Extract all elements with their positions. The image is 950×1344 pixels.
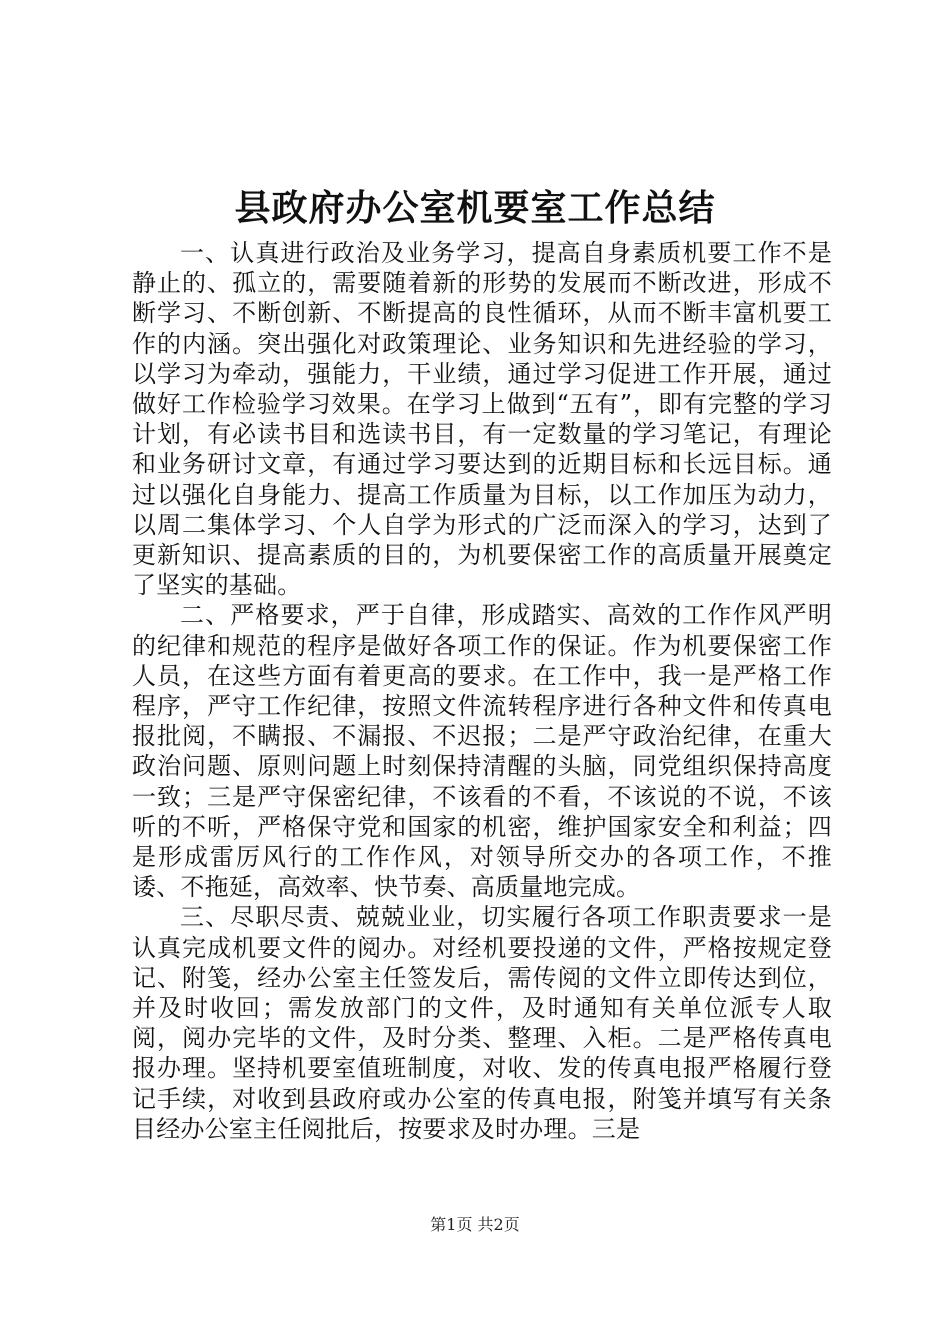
paragraph-1: 一、认真进行政治及业务学习，提高自身素质机要工作不是静止的、孤立的，需要随着新的形势的发展而不断改进，形成不断学习、不断创新、不断提高的良性循环，从而不断丰富机要工作的内涵。突出强化对政策理论、业务知识和先进经验的学习，以学习为牵动，强能力，干业绩，通过学习促进工作开展，通过做好工作检验学习效果。在学习上做到“五有”，即有完整的学习计划，有必读书目和选读书目，有一定数量的学习笔记，有理论和业务研讨文章，有通过学习要达到的近期目标和长远目标。通过以强化自身能力、提高工作质量为目标，以工作加压为动力，以周二集体学习、个人自学为形式的广泛而深入的学习，达到了更新知识、提高素质的目的，为机要保密工作的高质量开展奠定了坚实的基础。 [132, 239, 832, 600]
paragraph-2: 二、严格要求，严于自律，形成踏实、高效的工作作风严明的纪律和规范的程序是做好各项工作的保证。作为机要保密工作人员，在这些方面有着更高的要求。在工作中，我一是严格工作程序，严守工作纪律，按照文件流转程序进行各种文件和传真电报批阅，不瞒报、不漏报、不迟报；二是严守政治纪律，在重大政治问题、原则问题上时刻保持清醒的头脑，同党组织保持高度一致；三是严守保密纪律，不该看的不看，不该说的不说，不该听的不听，严格保守党和国家的机密，维护国家安全和利益；四是形成雷厉风行的工作作风，对领导所交办的各项工作，不推诿、不拖延，高效率、快节奏、高质量地完成。 [132, 601, 832, 902]
document-title: 县政府办公室机要室工作总结 [234, 187, 716, 229]
paragraph-3: 三、尽职尽责、兢兢业业，切实履行各项工作职责要求一是认真完成机要文件的阅办。对经机要投递的文件，严格按规定登记、附笺，经办公室主任签发后，需传阅的文件立即传达到位，并及时收回；需发放部门的文件，及时通知有关单位派专人取阅，阅办完毕的文件，及时分类、整理、入柜。二是严格传真电报办理。坚持机要室值班制度，对收、发的传真电报严格履行登记手续，对收到县政府或办公室的传真电报，附笺并填写有关条目经办公室主任阅批后，按要求及时办理。三是 [132, 903, 832, 1143]
document-body [132, 238, 832, 1144]
page-number: 第1页 共2页 [430, 1215, 520, 1234]
